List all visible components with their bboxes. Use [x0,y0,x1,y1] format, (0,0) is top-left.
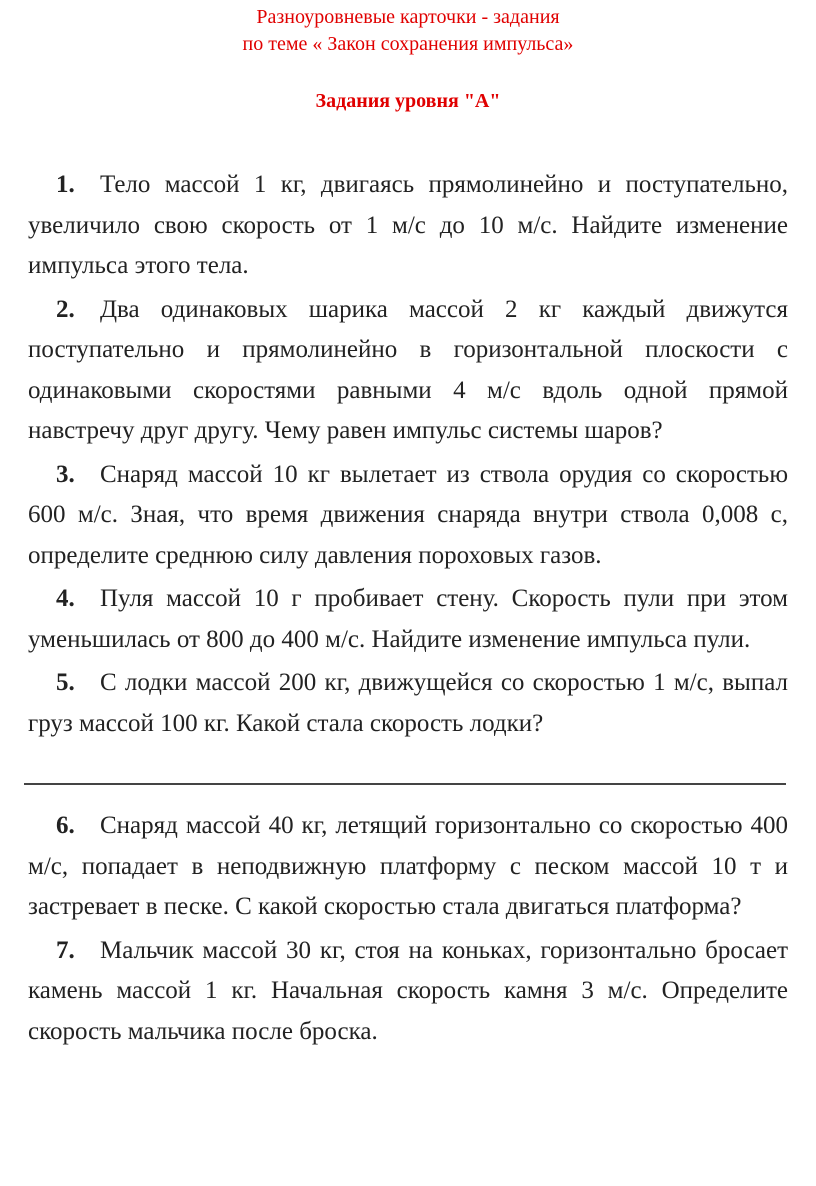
task-text: С лодки массой 200 кг, движущейся со скоростью 1 м/с, выпал груз массой 100 кг. Какой стала скорость лодки? [28,669,788,737]
task-number: 2. [56,295,75,323]
document-header [0,4,816,58]
task-number: 1. [56,171,75,198]
task-text: Снаряд массой 40 кг, летящий горизонтально со скоростью 400 м/с, попадает в неподвижную платформу с песком массой 10 т и застревает в песке. С какой скоростью стала двигаться платформа? [28,812,788,920]
task-number: 3. [56,460,75,488]
task-number: 7. [56,936,75,964]
task-list-top [28,165,788,747]
header-title-line1: Разноуровневые карточки - задания [256,6,560,28]
task-item [28,663,788,744]
task-number: 6. [56,812,75,839]
task-list-bottom [28,806,788,1055]
task-text: Тело массой 1 кг, двигаясь прямолинейно и поступательно, увеличило свою скорость от 1 м/с до 10 м/с. Найдите изменение импульса этого тела. [28,171,788,279]
task-item [28,931,788,1053]
task-number: 5. [56,669,75,696]
task-item [28,806,788,928]
task-text: Два одинаковых шарика массой 2 кг каждый движутся поступательно и прямолинейно в горизонтальной плоскости с одинаковыми скоростями равными 4 м/с вдоль одной прямой навстречу друг другу. Чему равен импульс системы шаров? [28,295,788,444]
task-item [28,165,788,287]
header-title-line2: по теме « Закон сохранения импульса» [242,33,574,55]
task-text: Пуля массой 10 г пробивает стену. Скорость пули при этом уменьшилась от 800 до 400 м/с. Найдите изменение импульса пули. [28,585,788,653]
task-text: Мальчик массой 30 кг, стоя на коньках, горизонтально бросает камень массой 1 кг. Начальная скорость камня 3 м/с. Определите скорость мальчика после броска. [28,936,788,1045]
task-text: Снаряд массой 10 кг вылетает из ствола орудия со скоростью 600 м/с. Зная, что время движения снаряда внутри ствола 0,008 с, определите среднюю силу давления пороховых газов. [28,460,788,569]
task-item [28,455,788,577]
section-divider [24,783,786,785]
task-item [28,579,788,660]
level-title: Задания уровня "А" [315,90,501,112]
task-number: 4. [56,585,75,612]
task-item [28,290,788,452]
